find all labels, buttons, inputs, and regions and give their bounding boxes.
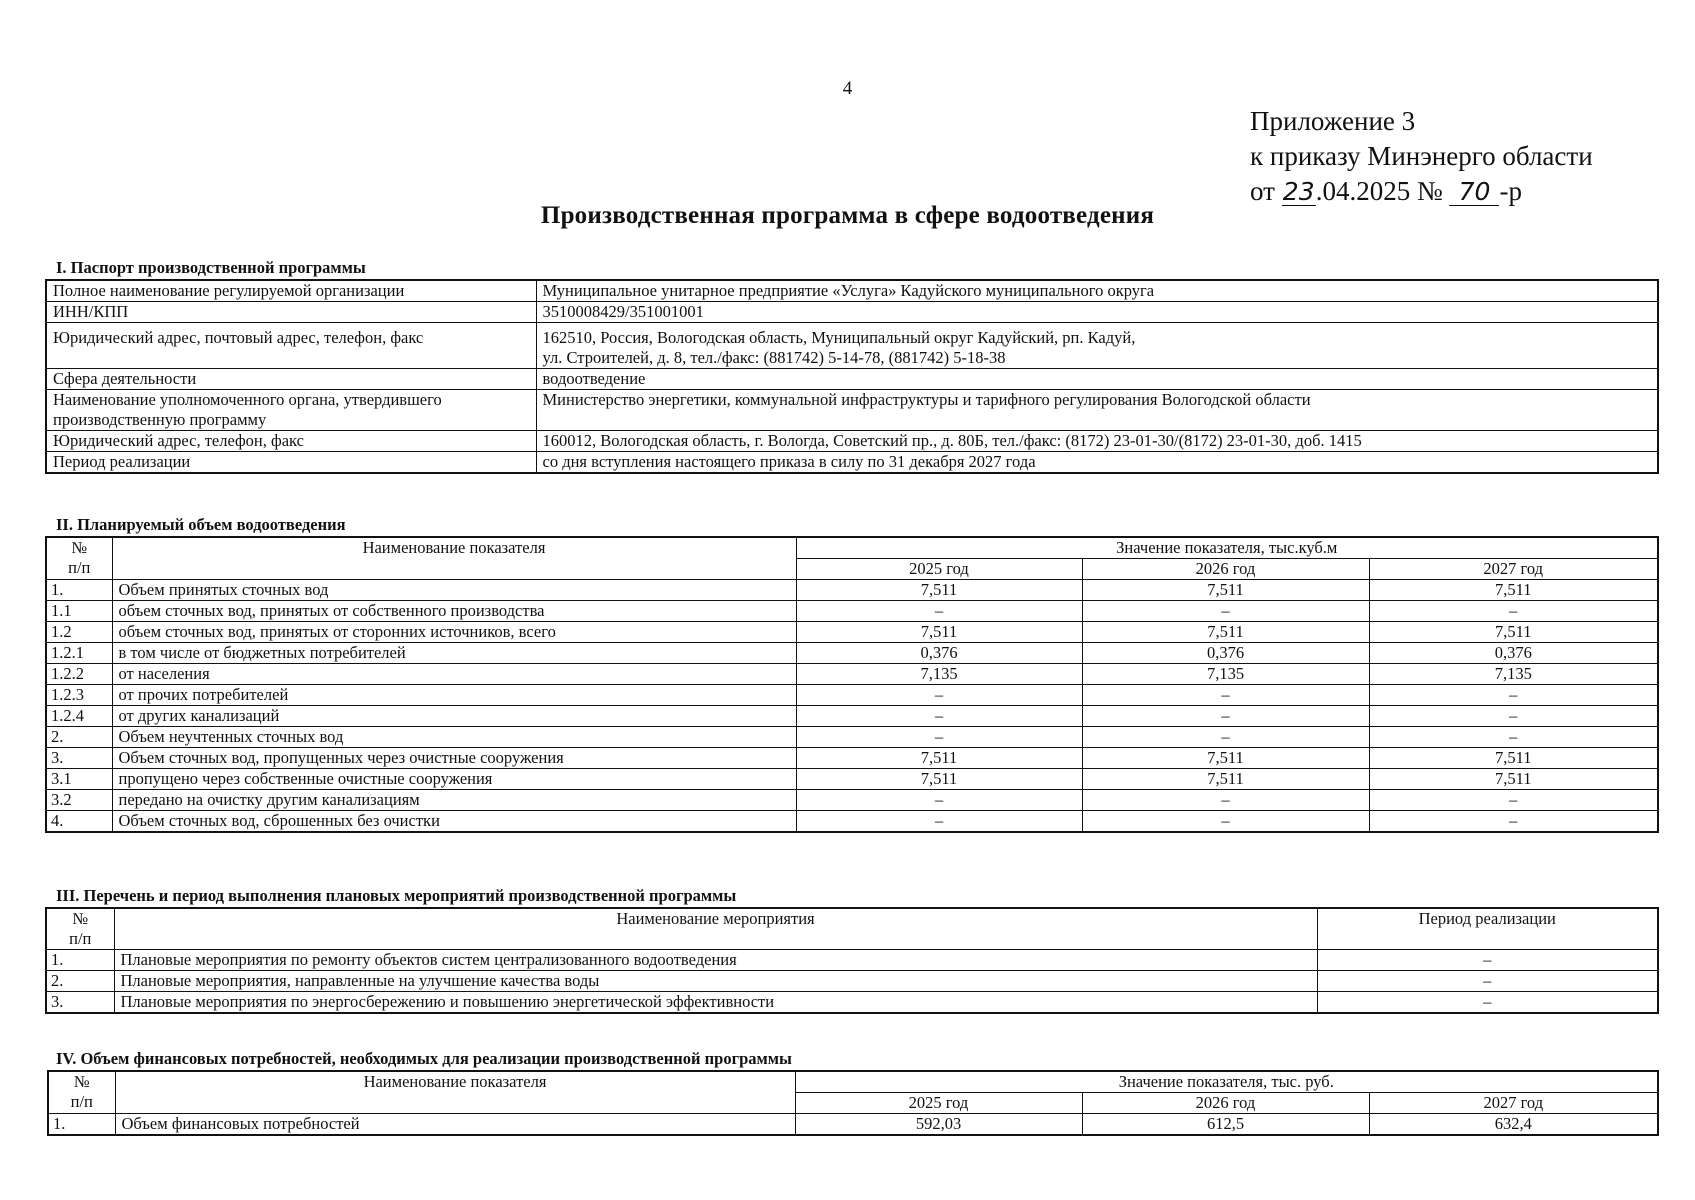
row-value: – xyxy=(1082,706,1369,727)
row-name: в том числе от бюджетных потребителей xyxy=(112,643,796,664)
passport-label-multiline xyxy=(46,390,536,431)
header-num-line-2: п/п xyxy=(68,558,91,577)
table-row xyxy=(46,664,1658,685)
row-value: 7,511 xyxy=(1369,748,1658,769)
passport-value: 3510008429/351001001 xyxy=(536,302,1658,323)
row-number: 3. xyxy=(46,992,114,1014)
table-row xyxy=(46,643,1658,664)
row-number: 1.2.4 xyxy=(46,706,112,727)
header-num-line-1: № xyxy=(73,1072,90,1091)
passport-value-multiline xyxy=(536,323,1658,369)
passport-label-line-2: производственную программу xyxy=(53,410,267,429)
row-number: 1.2 xyxy=(46,622,112,643)
row-value: 0,376 xyxy=(1082,643,1369,664)
table-row xyxy=(46,811,1658,833)
row-number: 3.2 xyxy=(46,790,112,811)
passport-label: Период реализации xyxy=(46,452,536,474)
row-value: – xyxy=(1082,601,1369,622)
row-value: – xyxy=(1369,685,1658,706)
header-value: Значение показателя, тыс. руб. xyxy=(795,1071,1658,1093)
passport-value-line-1: 162510, Россия, Вологодская область, Муниципальный округ Кадуйский, рп. Кадуй, xyxy=(542,328,1136,347)
passport-label: Юридический адрес, телефон, факс xyxy=(46,431,536,452)
row-name: от населения xyxy=(112,664,796,685)
header-period: Период реализации xyxy=(1317,908,1658,950)
row-value: – xyxy=(1082,790,1369,811)
page-number: 4 xyxy=(842,78,853,99)
section-1-title: I. Паспорт производственной программы xyxy=(56,258,366,277)
row-value: – xyxy=(796,601,1082,622)
passport-value: со дня вступления настоящего приказа в силу по 31 декабря 2027 года xyxy=(536,452,1658,474)
row-name: от прочих потребителей xyxy=(112,685,796,706)
volume-table-body xyxy=(46,580,1658,833)
row-value: 7,511 xyxy=(796,748,1082,769)
passport-label: Сфера деятельности xyxy=(46,369,536,390)
date-day-handwritten: 23 xyxy=(1282,177,1315,206)
passport-label: Полное наименование регулируемой организации xyxy=(46,280,536,302)
date-rest: .04.2025 № xyxy=(1315,176,1443,206)
row-value: 7,511 xyxy=(796,580,1082,601)
section-4-title: IV. Объем финансовых потребностей, необходимых для реализации производственной программы xyxy=(56,1049,792,1068)
row-period: – xyxy=(1317,992,1658,1014)
header-num xyxy=(46,537,112,580)
row-number: 3. xyxy=(46,748,112,769)
header-year: 2025 год xyxy=(796,559,1082,580)
appendix-line-1: Приложение 3 xyxy=(1250,106,1416,136)
header-year: 2026 год xyxy=(1082,1093,1369,1114)
table-row xyxy=(48,1114,1658,1136)
table-row xyxy=(46,769,1658,790)
table-header-row xyxy=(46,537,1658,559)
row-name: объем сточных вод, принятых от сторонних источников, всего xyxy=(112,622,796,643)
row-value: 632,4 xyxy=(1369,1114,1658,1136)
header-num xyxy=(46,908,114,950)
row-name: Плановые мероприятия по ремонту объектов систем централизованного водоотведения xyxy=(114,950,1317,971)
passport-label-line-1: Наименование уполномоченного органа, утвердившего xyxy=(53,390,442,409)
header-year: 2027 год xyxy=(1369,1093,1658,1114)
row-name: Объем принятых сточных вод xyxy=(112,580,796,601)
row-name: объем сточных вод, принятых от собственного производства xyxy=(112,601,796,622)
finance-table-body xyxy=(48,1114,1658,1136)
row-value: 0,376 xyxy=(796,643,1082,664)
row-value: – xyxy=(1369,790,1658,811)
row-value: – xyxy=(1082,727,1369,748)
row-value: 592,03 xyxy=(795,1114,1082,1136)
row-period: – xyxy=(1317,971,1658,992)
row-value: – xyxy=(1369,811,1658,833)
table-row xyxy=(46,580,1658,601)
header-num-line-1: № xyxy=(72,909,89,928)
row-value: 7,511 xyxy=(1082,769,1369,790)
table-row xyxy=(46,727,1658,748)
section-3-title: III. Перечень и период выполнения плановых мероприятий производственной программы xyxy=(56,886,737,905)
table-row xyxy=(46,748,1658,769)
header-year: 2027 год xyxy=(1369,559,1658,580)
row-name: Объем финансовых потребностей xyxy=(115,1114,795,1136)
row-number: 3.1 xyxy=(46,769,112,790)
row-value: 7,511 xyxy=(1369,622,1658,643)
row-value: 7,511 xyxy=(1082,622,1369,643)
row-value: 7,135 xyxy=(1369,664,1658,685)
row-value: – xyxy=(1369,601,1658,622)
header-num-line-1: № xyxy=(71,538,88,557)
row-value: – xyxy=(796,727,1082,748)
row-number: 4. xyxy=(46,811,112,833)
row-value: – xyxy=(1369,706,1658,727)
table-row xyxy=(46,706,1658,727)
table-row xyxy=(46,971,1658,992)
row-value: – xyxy=(796,790,1082,811)
finance-table xyxy=(47,1070,1659,1136)
table-row xyxy=(46,369,1658,390)
row-number: 1. xyxy=(48,1114,115,1136)
row-value: 612,5 xyxy=(1082,1114,1369,1136)
header-year: 2026 год xyxy=(1082,559,1369,580)
passport-label: Юридический адрес, почтовый адрес, телефон, факс xyxy=(46,323,536,369)
row-period: – xyxy=(1317,950,1658,971)
table-row xyxy=(46,302,1658,323)
table-row xyxy=(46,685,1658,706)
row-number: 1.2.2 xyxy=(46,664,112,685)
row-value: 7,135 xyxy=(796,664,1082,685)
row-value: 7,511 xyxy=(1369,769,1658,790)
row-value: – xyxy=(1369,727,1658,748)
passport-label: ИНН/КПП xyxy=(46,302,536,323)
row-number: 1. xyxy=(46,580,112,601)
row-number: 1. xyxy=(46,950,114,971)
row-name: передано на очистку другим канализациям xyxy=(112,790,796,811)
row-value: – xyxy=(1082,811,1369,833)
passport-value: Муниципальное унитарное предприятие «Услуга» Кадуйского муниципального округа xyxy=(536,280,1658,302)
passport-value: 160012, Вологодская область, г. Вологда, Советский пр., д. 80Б, тел./факс: (8172) 23-01-30/(8172) 23-01-30, доб. 1415 xyxy=(536,431,1658,452)
volume-table xyxy=(45,536,1659,833)
table-row xyxy=(46,280,1658,302)
date-prefix: от xyxy=(1250,176,1275,206)
header-name: Наименование показателя xyxy=(112,537,796,580)
header-value: Значение показателя, тыс.куб.м xyxy=(796,537,1658,559)
row-value: 0,376 xyxy=(1369,643,1658,664)
table-row xyxy=(46,950,1658,971)
row-name: Плановые мероприятия по энергосбережению и повышению энергетической эффективности xyxy=(114,992,1317,1014)
activities-table-body xyxy=(46,950,1658,1014)
header-year: 2025 год xyxy=(795,1093,1082,1114)
order-suffix: -р xyxy=(1499,176,1522,206)
table-row xyxy=(46,790,1658,811)
row-number: 1.2.3 xyxy=(46,685,112,706)
passport-value: водоотведение xyxy=(536,369,1658,390)
header-name: Наименование показателя xyxy=(115,1071,795,1114)
table-row xyxy=(46,992,1658,1014)
table-header-row xyxy=(48,1071,1658,1093)
table-row xyxy=(46,431,1658,452)
order-number-handwritten: 70 xyxy=(1449,179,1499,206)
row-value: – xyxy=(1082,685,1369,706)
document-title: Производственная программа в сфере водоотведения xyxy=(540,202,1155,229)
row-number: 2. xyxy=(46,971,114,992)
header-num xyxy=(48,1071,115,1114)
row-value: – xyxy=(796,811,1082,833)
row-value: 7,511 xyxy=(1082,748,1369,769)
row-value: – xyxy=(796,706,1082,727)
row-value: – xyxy=(796,685,1082,706)
row-name: Объем неучтенных сточных вод xyxy=(112,727,796,748)
header-num-line-2: п/п xyxy=(69,929,92,948)
row-name: от других канализаций xyxy=(112,706,796,727)
table-row xyxy=(46,390,1658,431)
table-row xyxy=(46,452,1658,474)
row-name: Плановые мероприятия, направленные на улучшение качества воды xyxy=(114,971,1317,992)
appendix-line-2: к приказу Минэнерго области xyxy=(1250,141,1593,171)
passport-table xyxy=(45,279,1659,474)
row-number: 1.2.1 xyxy=(46,643,112,664)
appendix-header xyxy=(1250,104,1593,209)
table-row xyxy=(46,323,1658,369)
row-name: пропущено через собственные очистные сооружения xyxy=(112,769,796,790)
row-name: Объем сточных вод, пропущенных через очистные сооружения xyxy=(112,748,796,769)
passport-value-line-2: ул. Строителей, д. 8, тел./факс: (881742) 5-14-78, (881742) 5-18-38 xyxy=(542,348,1006,367)
row-value: 7,135 xyxy=(1082,664,1369,685)
table-header-row xyxy=(46,908,1658,950)
header-num-line-2: п/п xyxy=(70,1092,93,1111)
section-2-title: II. Планируемый объем водоотведения xyxy=(56,515,346,534)
table-row xyxy=(46,622,1658,643)
row-value: 7,511 xyxy=(796,622,1082,643)
passport-value: Министерство энергетики, коммунальной инфраструктуры и тарифного регулирования Вологодской области xyxy=(536,390,1658,431)
row-number: 1.1 xyxy=(46,601,112,622)
header-name: Наименование мероприятия xyxy=(114,908,1317,950)
row-number: 2. xyxy=(46,727,112,748)
row-name: Объем сточных вод, сброшенных без очистки xyxy=(112,811,796,833)
row-value: 7,511 xyxy=(796,769,1082,790)
table-row xyxy=(46,601,1658,622)
row-value: 7,511 xyxy=(1369,580,1658,601)
activities-table xyxy=(45,907,1659,1014)
row-value: 7,511 xyxy=(1082,580,1369,601)
